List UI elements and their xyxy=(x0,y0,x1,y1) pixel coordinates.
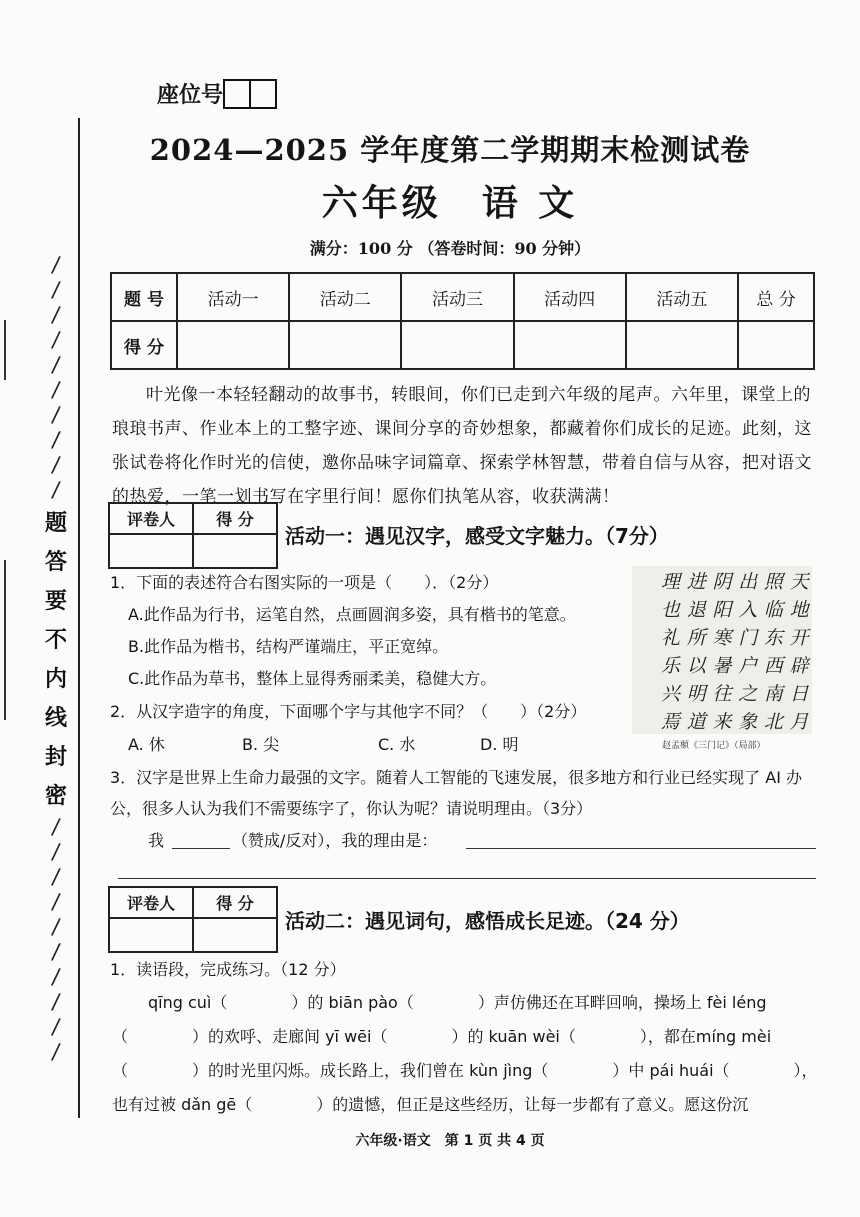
calligraphy-char: 开 xyxy=(789,626,809,649)
calligraphy-char: 户 xyxy=(738,654,758,677)
calligraphy-char: 明 xyxy=(686,682,706,705)
q3-stance-blank[interactable] xyxy=(172,848,230,849)
q3-fill-prefix: 我 xyxy=(148,831,165,850)
calligraphy-char: 入 xyxy=(738,598,758,621)
grader-score-cell[interactable] xyxy=(193,534,277,568)
score-header-cell: 活动四 xyxy=(514,273,626,321)
exam-meta: 满分：100 分 （答卷时间：90 分钟） xyxy=(309,239,591,258)
score-header-cell: 活动二 xyxy=(289,273,401,321)
score-header-cell: 总 分 xyxy=(738,273,814,321)
exam-title: 2024—2025 学年度第二学期期末检测试卷 xyxy=(149,133,751,167)
calligraphy-char: 暑 xyxy=(712,654,732,677)
calligraphy-char: 乐 xyxy=(661,654,681,677)
calligraphy-char: 临 xyxy=(763,598,783,621)
calligraphy-char: 西 xyxy=(763,654,783,677)
calligraphy-char: 以 xyxy=(686,654,706,677)
q3-reason-line[interactable] xyxy=(118,878,816,879)
calligraphy-char: 焉 xyxy=(661,710,681,733)
seat-box[interactable] xyxy=(251,79,277,109)
calligraphy-char: 日 xyxy=(789,682,809,705)
seat-box[interactable] xyxy=(223,79,251,109)
score-header-cell: 活动三 xyxy=(401,273,513,321)
q2-option-c[interactable]: C. 水 xyxy=(378,735,416,754)
calligraphy-char: 南 xyxy=(763,682,783,705)
q3-reason-line[interactable] xyxy=(466,848,816,849)
score-row-label: 得 分 xyxy=(111,321,177,369)
grader-name-cell[interactable] xyxy=(109,534,193,568)
seal-word: 封 xyxy=(44,744,67,770)
grader-label: 评卷人 xyxy=(109,503,193,534)
q2-option-b[interactable]: B. 尖 xyxy=(242,735,280,754)
grader-box xyxy=(108,886,278,953)
grader-label: 评卷人 xyxy=(109,887,193,918)
calligraphy-char: 天 xyxy=(789,570,809,593)
seal-word: 要 xyxy=(44,588,67,614)
seal-word: 不 xyxy=(44,627,67,653)
calligraphy-char: 阳 xyxy=(712,598,732,621)
page-footer: 六年级·语文 第 1 页 共 4 页 xyxy=(355,1133,545,1149)
activity1-title: 活动一：遇见汉字，感受文字魅力。（7分） xyxy=(285,524,669,548)
q2-option-a[interactable]: A. 休 xyxy=(128,735,165,754)
seat-number xyxy=(157,78,277,109)
score-cell[interactable] xyxy=(401,321,513,369)
calligraphy-char: 道 xyxy=(686,710,706,733)
calligraphy-char: 出 xyxy=(738,570,758,593)
calligraphy-image xyxy=(632,566,812,734)
seal-word: 题 xyxy=(44,510,67,536)
calligraphy-char: 退 xyxy=(686,598,706,621)
calligraphy-char: 北 xyxy=(763,710,783,733)
q2-option-d[interactable]: D. 明 xyxy=(480,735,519,754)
score-cell[interactable] xyxy=(289,321,401,369)
pinyin-line: qīng cuì（ ）的 biān pào（ ）声仿佛还在耳畔回响，操场上 fèi léng xyxy=(148,993,767,1012)
q1-option-c[interactable]: C.此作品为草书，整体上显得秀丽柔美，稳健大方。 xyxy=(128,669,497,688)
grader-box xyxy=(108,502,278,569)
calligraphy-char: 月 xyxy=(789,710,809,733)
score-header-cell: 题 号 xyxy=(111,273,177,321)
score-table xyxy=(110,272,815,370)
question-3: 3．汉字是世界上生命力最强的文字。随着人工智能的飞速发展，很多地方和行业已经实现了 AI 办公，很多人认为我们不需要练字了，你认为呢？请说明理由。（3分） xyxy=(110,768,803,818)
calligraphy-char: 门 xyxy=(738,626,758,649)
q1-option-a[interactable]: A.此作品为行书，运笔自然，点画圆润多姿，具有楷书的笔意。 xyxy=(128,605,576,624)
activity2-question-1: 1．读语段，完成练习。（12 分） xyxy=(110,960,346,979)
calligraphy-char: 东 xyxy=(763,626,783,649)
calligraphy-char: 来 xyxy=(712,710,732,733)
calligraphy-char: 辟 xyxy=(789,654,809,677)
activity2-title: 活动二：遇见词句，感悟成长足迹。（24 分） xyxy=(285,909,690,933)
pinyin-line: （ ）的欢呼、走廊间 yī wēi（ ）的 kuān wèi（ ），都在míng mèi xyxy=(112,1027,772,1046)
q3-fill-suffix: （赞成/反对），我的理由是： xyxy=(232,831,438,850)
binding-seal-column: / / / / / / / / / / 题 答 要 不 内 线 封 密 / / / / / / / / / / xyxy=(44,252,67,1066)
calligraphy-char: 进 xyxy=(686,570,706,593)
question-1: 1．下面的表述符合右图实际的一项是（ ）．（2分） xyxy=(110,573,499,592)
pinyin-line: （ ）的时光里闪烁。成长路上，我们曾在 kùn jìng（ ）中 pái huái（ ）， xyxy=(112,1061,818,1080)
calligraphy-char: 之 xyxy=(738,682,758,705)
score-header-cell: 活动五 xyxy=(626,273,738,321)
calligraphy-char: 所 xyxy=(686,626,706,649)
grader-score-label: 得 分 xyxy=(193,887,277,918)
seal-word: 线 xyxy=(44,705,67,731)
calligraphy-char: 往 xyxy=(712,682,732,705)
pinyin-line: 也有过被 dǎn gē（ ）的遗憾，但正是这些经历，让每一步都有了意义。愿这份沉 xyxy=(112,1095,749,1114)
score-cell[interactable] xyxy=(626,321,738,369)
seat-label: 座位号 xyxy=(157,83,224,108)
exam-subtitle: 六年级 语 文 xyxy=(321,182,579,224)
calligraphy-char: 阴 xyxy=(712,570,732,593)
score-cell[interactable] xyxy=(177,321,289,369)
grader-score-label: 得 分 xyxy=(193,503,277,534)
edge-mark xyxy=(4,560,6,720)
calligraphy-char: 照 xyxy=(763,570,783,593)
calligraphy-char: 也 xyxy=(661,598,681,621)
intro-paragraph: 叶光像一本轻轻翻动的故事书，转眼间，你们已走到六年级的尾声。六年里，课堂上的琅琅书声、作业本上的工整字迹、课间分享的奇妙想象，都藏着你们成长的足迹。此刻，这张试卷将化作时光的信使，邀你品味字词篇章、探索学林智慧，带着自信与从容，把对语文的热爱，一笔一划书写在字里行间！愿你们执笔从容，收获满满！ xyxy=(112,385,812,507)
binding-line xyxy=(78,118,80,1118)
seal-word: 内 xyxy=(44,666,67,692)
calligraphy-char: 地 xyxy=(789,598,809,621)
calligraphy-char: 理 xyxy=(661,570,681,593)
score-cell[interactable] xyxy=(738,321,814,369)
calligraphy-caption: 赵孟頫《三门记》（局部） xyxy=(662,741,766,751)
calligraphy-char: 礼 xyxy=(661,626,681,649)
calligraphy-char: 象 xyxy=(738,710,758,733)
q1-option-b[interactable]: B.此作品为楷书，结构严谨端庄，平正宽绰。 xyxy=(128,637,449,656)
score-cell[interactable] xyxy=(514,321,626,369)
score-header-cell: 活动一 xyxy=(177,273,289,321)
question-2: 2．从汉字造字的角度，下面哪个字与其他字不同？（ ）（2分） xyxy=(110,702,587,721)
calligraphy-char: 寒 xyxy=(712,626,732,649)
calligraphy-char: 兴 xyxy=(661,682,681,705)
seal-word: 密 xyxy=(44,783,67,809)
edge-mark xyxy=(4,320,6,380)
grader-name-cell[interactable] xyxy=(109,918,193,952)
seal-word: 答 xyxy=(44,549,67,575)
grader-score-cell[interactable] xyxy=(193,918,277,952)
